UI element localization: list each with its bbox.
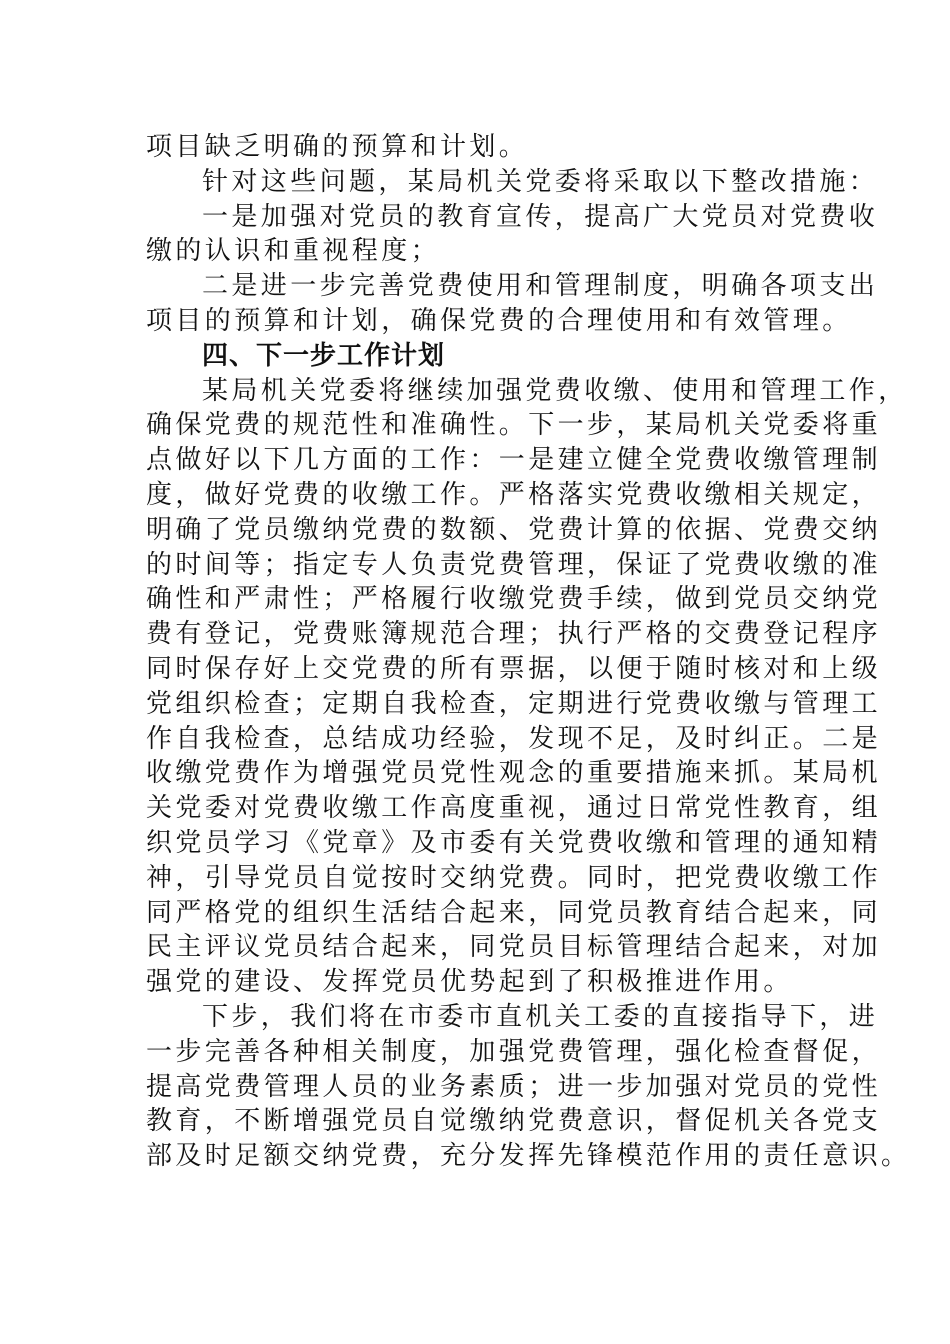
text-line: 党组织检查；定期自我检查，定期进行党费收缴与管理工 (146, 688, 882, 719)
text-line: 项目的预算和计划，确保党费的合理使用和有效管理。 (146, 305, 852, 336)
text-line: 二是进一步完善党费使用和管理制度，明确各项支出 (202, 271, 879, 302)
text-line: 某局机关党委将继续加强党费收缴、使用和管理工作， (202, 375, 908, 406)
text-line: 收缴党费作为增强党员党性观念的重要措施来抓。某局机 (146, 758, 882, 789)
text-line: 费有登记，党费账簿规范合理；执行严格的交费登记程序 (146, 619, 882, 650)
document-body (146, 130, 911, 1174)
text-line: 的时间等；指定专人负责党费管理，保证了党费收缴的准 (146, 549, 882, 580)
text-line: 下步，我们将在市委市直机关工委的直接指导下，进 (202, 1001, 879, 1032)
text-line: 一步完善各种相关制度，加强党费管理，强化检查督促， (146, 1036, 882, 1067)
text-line: 同时保存好上交党费的所有票据，以便于随时核对和上级 (146, 653, 882, 684)
text-line: 针对这些问题，某局机关党委将采取以下整改措施： (202, 166, 879, 197)
text-line: 点做好以下几方面的工作：一是建立健全党费收缴管理制 (146, 445, 882, 476)
text-line: 神，引导党员自觉按时交纳党费。同时，把党费收缴工作 (146, 862, 882, 893)
text-line: 部及时足额交纳党费，充分发挥先锋模范作用的责任意识。 (146, 1141, 911, 1172)
text-line: 项目缺乏明确的预算和计划。 (146, 132, 529, 162)
text-line: 关党委对党费收缴工作高度重视，通过日常党性教育，组 (146, 793, 882, 824)
text-line: 教育，不断增强党员自觉缴纳党费意识，督促机关各党支 (146, 1106, 882, 1137)
text-line: 确保党费的规范性和准确性。下一步，某局机关党委将重 (146, 410, 882, 441)
text-line: 缴的认识和重视程度； (146, 236, 441, 267)
text-line: 强党的建设、发挥党员优势起到了积极推进作用。 (146, 967, 793, 998)
text-line: 作自我检查，总结成功经验，发现不足，及时纠正。二是 (146, 723, 882, 754)
text-line: 民主评议党员结合起来，同党员目标管理结合起来，对加 (146, 932, 882, 963)
text-line: 明确了党员缴纳党费的数额、党费计算的依据、党费交纳 (146, 514, 882, 545)
text-line: 确性和严肃性；严格履行收缴党费手续，做到党员交纳党 (146, 584, 882, 615)
text-line: 织党员学习《党章》及市委有关党费收缴和管理的通知精 (146, 827, 882, 858)
text-line: 度，做好党费的收缴工作。严格落实党费收缴相关规定， (146, 479, 882, 510)
text-line: 提高党费管理人员的业务素质；进一步加强对党员的党性 (146, 1071, 882, 1102)
section-heading: 四、下一步工作计划 (202, 340, 446, 371)
text-line: 一是加强对党员的教育宣传，提高广大党员对党费收 (202, 201, 879, 232)
text-line: 同严格党的组织生活结合起来，同党员教育结合起来，同 (146, 897, 882, 928)
